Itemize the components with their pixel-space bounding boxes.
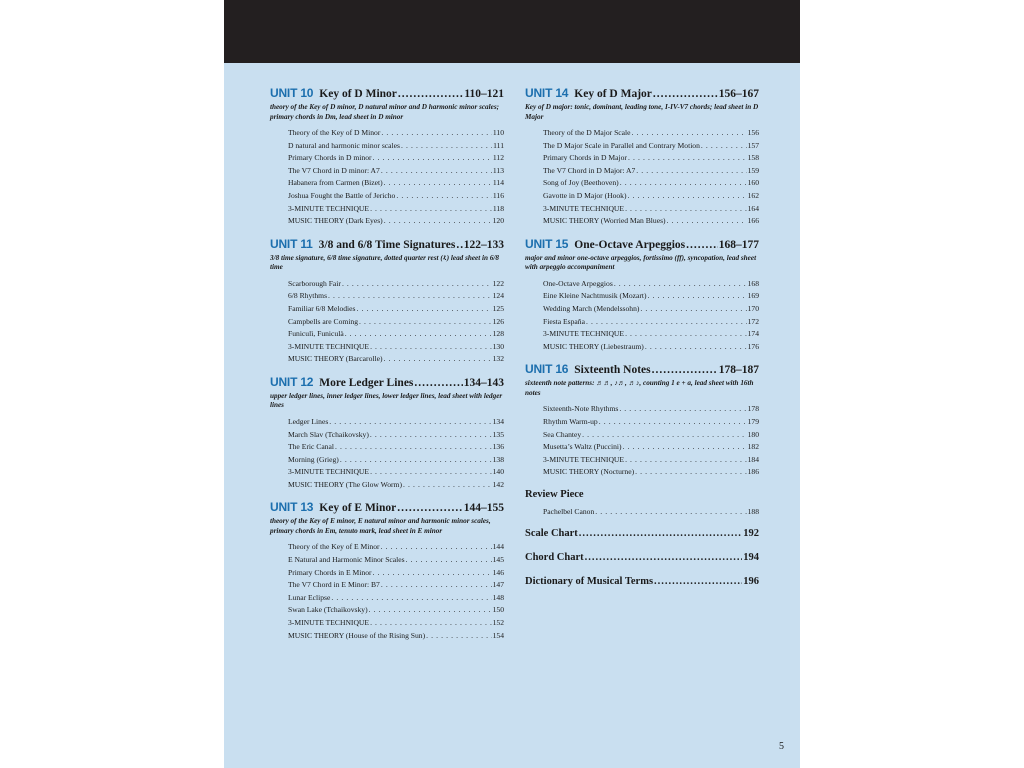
toc-title: MUSIC THEORY (Nocturne) [543,467,635,477]
unit-11 [270,237,504,366]
leader-dots [403,479,492,492]
chord-chart-entry [525,551,759,564]
unit-title: Key of D Minor [319,88,397,100]
leader-dots [456,238,462,252]
toc-title: Swan Lake (Tchaikovsky) [288,605,368,615]
leader-dots [623,441,747,454]
leader-dots [625,203,747,216]
leader-dots [625,454,747,467]
unit-15 [525,237,759,354]
toc-row [288,215,504,228]
toc-row [543,215,759,228]
leader-dots [599,416,747,429]
leader-dots [373,567,492,580]
leader-dots [396,190,492,203]
toc-title: 3-MINUTE TECHNIQUE [288,341,370,351]
toc-title: MUSIC THEORY (Dark Eyes) [288,216,383,226]
leader-dots [654,575,742,588]
toc-row [543,454,759,467]
unit-title: Key of E Minor [319,502,397,515]
toc-page: 169 [747,291,759,301]
toc-page: 135 [492,429,504,439]
scale-chart-entry [525,527,759,540]
unit-description: 3/8 time signature, 6/8 time signature, dotted quarter rest (𝄽.) lead sheet in 6/8 time [270,253,500,272]
header-band [224,0,800,63]
leader-dots [625,328,747,341]
toc-page: 186 [747,467,759,477]
toc-row [543,190,759,203]
toc-list [543,403,759,479]
toc-title: Eine Kleine Nachtmusik (Mozart) [543,291,647,301]
toc-title: Habanera from Carmen (Bizet) [288,178,383,188]
toc-page: 126 [492,316,504,326]
toc-row [543,403,759,416]
toc-page: 148 [492,592,504,602]
leader-dots [619,403,746,416]
toc-list [288,278,504,366]
unit-description: theory of the Key of D minor, D natural minor and D harmonic minor scales; primary chords in Dm, lead sheet in D minor [270,103,500,121]
unit-number: UNIT 11 [270,236,313,251]
leader-dots [585,551,743,564]
toc-title: Theory of the D Major Scale [543,128,631,137]
leader-dots [340,454,492,467]
leader-dots [398,87,463,101]
toc-page: 147 [492,580,504,590]
toc-row [543,416,759,429]
leader-dots [632,127,747,140]
leader-dots [369,604,492,617]
toc-list [288,416,504,492]
toc-page: 159 [747,165,759,175]
toc-title: 6/8 Rhythms [288,291,328,301]
unit-number: UNIT 12 [270,374,314,389]
unit-pages: 156–167 [718,88,759,100]
toc-row [288,441,504,454]
unit-title: One-Octave Arpeggios [574,238,686,251]
toc-title: Ledger Lines [288,416,329,426]
unit-pages: 178–187 [718,364,759,377]
toc-row [288,630,504,643]
toc-row [543,466,759,479]
toc-row [288,479,504,492]
toc-page: 112 [492,153,504,163]
toc-row [288,567,504,580]
toc-row [288,554,504,567]
toc-title: MUSIC THEORY (Liebestraum) [543,341,644,351]
toc-title: Fiesta España [543,316,585,326]
toc-row [543,290,759,303]
entry-page: 192 [743,528,759,540]
toc-row [288,541,504,554]
toc-title: Familiar 6/8 Melodies [288,303,356,313]
toc-list [288,541,504,642]
leader-dots [370,466,492,479]
toc-page: 158 [747,153,759,163]
toc-title: Funiculì, Funiculà [288,329,344,339]
toc-list [288,127,504,228]
toc-title: Scarborough Fair [288,278,341,288]
unit-number: UNIT 16 [525,362,569,377]
toc-page: 146 [492,567,504,577]
entry-page: 196 [743,576,759,588]
unit-number: UNIT 13 [270,500,314,515]
leader-dots [335,441,492,454]
toc-title: Lunar Eclipse [288,592,331,602]
unit-10 [270,86,504,228]
toc-page: 182 [747,442,759,452]
toc-title: 3-MINUTE TECHNIQUE [288,618,370,628]
toc-list [543,278,759,354]
unit-description: Key of D major: tonic, dominant, leading tone, I-IV-V7 chords; lead sheet in D Major [525,103,759,121]
toc-title: March Slav (Tchaikovsky) [288,429,369,439]
unit-number: UNIT 10 [270,86,314,100]
unit-12 [270,375,504,492]
toc-row [288,303,504,316]
toc-title: E Natural and Harmonic Minor Scales [288,555,405,565]
unit-title: 3/8 and 6/8 Time Signatures [318,238,456,251]
toc-page: 168 [747,278,759,288]
unit-heading [525,237,759,252]
toc-row [543,341,759,354]
toc-title: D natural and harmonic minor scales [288,140,400,150]
leader-dots [329,416,491,429]
toc-page: 113 [492,165,504,175]
toc-page: 111 [493,140,504,150]
toc-row [543,278,759,291]
toc-page: 152 [492,618,504,628]
toc-list [543,506,759,519]
leader-dots [686,238,718,252]
toc-list [543,127,759,228]
toc-page: 134 [492,416,504,426]
leader-dots [342,278,492,291]
entry-title: Scale Chart [525,528,578,540]
toc-page: 150 [492,605,504,615]
toc-title: Morning (Grieg) [288,454,339,464]
toc-title: Musetta’s Waltz (Puccini) [543,442,622,452]
unit-heading [270,237,504,252]
toc-title: Campbells are Coming [288,316,359,326]
unit-title: More Ledger Lines [319,376,414,389]
entry-title: Dictionary of Musical Terms [525,576,654,588]
toc-row [288,579,504,592]
leader-dots [370,617,492,630]
toc-title: The V7 Chord in E Minor: B7 [288,580,380,590]
leader-dots [579,527,742,540]
toc-row [543,152,759,165]
toc-page: 122 [492,278,504,288]
toc-page: 174 [747,329,759,339]
leader-dots [331,592,491,605]
toc-page: 140 [492,467,504,477]
leader-dots [381,579,492,592]
unit-heading [270,375,504,390]
leader-dots [357,303,492,316]
toc-row [288,416,504,429]
leader-dots [373,152,492,165]
toc-row [288,140,504,153]
leader-dots [426,630,491,643]
leader-dots [628,152,747,165]
unit-13 [270,500,504,642]
toc-title: Sixteenth-Note Rhythms [543,404,619,414]
leader-dots [653,87,718,101]
toc-title: MUSIC THEORY (Barcarolle) [288,354,383,364]
leader-dots [586,316,747,329]
toc-page: 170 [747,303,759,313]
leader-dots [384,177,492,190]
toc-page: 144 [492,542,504,552]
toc-page: 110 [492,128,504,137]
toc-row [543,303,759,316]
toc-title: Gavotte in D Major (Hook) [543,190,627,200]
dictionary-entry [525,575,759,588]
toc-row [288,316,504,329]
leader-dots [414,376,462,390]
toc-page: 128 [492,329,504,339]
leader-dots [381,541,492,554]
unit-pages: 110–121 [464,88,504,100]
toc-row [288,429,504,442]
toc-title: Theory of the Key of D Minor [288,128,381,137]
leader-dots [628,190,747,203]
toc-page: 138 [492,454,504,464]
toc-title: The Eric Canal [288,442,334,452]
leader-dots [406,554,492,567]
leader-dots [595,506,746,519]
toc-title: 3-MINUTE TECHNIQUE [543,203,625,213]
leader-dots [645,341,747,354]
leader-dots [381,127,492,140]
toc-page: 154 [492,630,504,640]
leader-dots [384,215,492,228]
toc-page: 179 [747,416,759,426]
toc-row [543,177,759,190]
toc-row [288,617,504,630]
unit-heading [270,86,504,101]
toc-title: The V7 Chord in D Major: A7 [543,165,636,175]
toc-title: The V7 Chord in D minor: A7 [288,165,380,175]
toc-title: Pachelbel Canon [543,506,595,516]
toc-title: Theory of the Key of E Minor [288,542,380,552]
toc-page: 125 [492,303,504,313]
unit-pages: 122–133 [463,238,504,251]
toc-page: 114 [492,178,504,188]
unit-heading [270,500,504,515]
toc-page: 166 [747,216,759,226]
toc-page: 172 [747,316,759,326]
toc-page: 188 [747,506,759,516]
toc-row [288,190,504,203]
toc-row [543,328,759,341]
unit-description: theory of the Key of E minor, E natural minor and harmonic minor scales, primary chords in Em, tenuto mark, lead sheet in E minor [270,517,491,535]
toc-row [543,140,759,153]
toc-row [288,127,504,140]
entry-title: Chord Chart [525,552,584,564]
toc-title: Primary Chords in E Minor [288,567,372,577]
review-section [525,488,759,519]
toc-row [543,203,759,216]
leader-dots [383,353,491,366]
leader-dots [381,165,492,178]
unit-description: upper ledger lines, inner ledger lines, lower ledger lines, lead sheet with ledger lines [270,391,503,410]
unit-pages: 144–155 [463,502,504,515]
toc-page: 120 [492,216,504,226]
leader-dots [345,328,492,341]
leader-dots [701,140,747,153]
toc-title: Joshua Fought the Battle of Jericho [288,190,396,200]
leader-dots [652,363,718,377]
toc-title: MUSIC THEORY (House of the Rising Sun) [288,630,426,640]
toc-page: 164 [747,203,759,213]
toc-row [288,290,504,303]
toc-page: 116 [492,190,504,200]
toc-row [288,278,504,291]
unit-heading [525,362,759,377]
toc-page: 142 [492,479,504,489]
toc-title: Sea Chantey [543,429,582,439]
toc-row [288,177,504,190]
toc-column-left [270,86,504,651]
toc-title: Primary Chords in D Major [543,153,627,163]
toc-page: 160 [747,178,759,188]
unit-number: UNIT 14 [525,86,569,100]
leader-dots [640,303,746,316]
toc-title: MUSIC THEORY (The Glow Worm) [288,479,402,489]
toc-title: MUSIC THEORY (Worried Man Blues) [543,216,666,226]
toc-title: 3-MINUTE TECHNIQUE [288,203,370,213]
leader-dots [328,290,492,303]
toc-page: 145 [492,555,504,565]
toc-row [543,429,759,442]
toc-row [288,353,504,366]
leader-dots [397,501,462,515]
toc-page: 180 [747,429,759,439]
toc-row [543,165,759,178]
toc-row [543,506,759,519]
unit-number: UNIT 15 [525,236,569,251]
toc-row [288,152,504,165]
toc-page: 136 [492,442,504,452]
toc-title: Wedding March (Mendelssohn) [543,303,640,313]
toc-page: 162 [747,190,759,200]
leader-dots [614,278,747,291]
toc-row [288,604,504,617]
book-page [224,0,800,768]
toc-title: Song of Joy (Beethoven) [543,178,619,188]
toc-page: 124 [492,291,504,301]
review-heading: Review Piece [525,488,584,500]
unit-description: major and minor one-octave arpeggios, fortissimo (ff), syncopation, lead sheet with arpeggio accompaniment [525,253,757,272]
toc-page: 132 [492,354,504,364]
toc-title: One-Octave Arpeggios [543,278,613,288]
toc-title: 3-MINUTE TECHNIQUE [288,467,370,477]
leader-dots [370,429,492,442]
leader-dots [401,140,492,153]
toc-title: The D Major Scale in Parallel and Contrary Motion [543,140,700,150]
toc-row [288,165,504,178]
toc-column-right [525,86,759,588]
unit-pages: 134–143 [463,376,504,389]
toc-row [543,316,759,329]
toc-page: 156 [747,128,759,137]
entry-page: 194 [743,552,759,564]
unit-title: Key of D Major [574,88,652,100]
toc-row [288,341,504,354]
leader-dots [648,290,747,303]
page-number: 5 [779,741,784,752]
toc-row [288,466,504,479]
toc-row [288,328,504,341]
leader-dots [667,215,747,228]
unit-14 [525,86,759,228]
leader-dots [370,203,492,216]
toc-row [288,454,504,467]
leader-dots [359,316,492,329]
leader-dots [635,466,746,479]
toc-row [543,127,759,140]
leader-dots [636,165,746,178]
toc-page: 157 [747,140,759,150]
leader-dots [370,341,492,354]
toc-page: 184 [747,454,759,464]
toc-row [288,203,504,216]
unit-title: Sixteenth Notes [574,364,651,377]
leader-dots [582,429,746,442]
toc-row [288,592,504,605]
toc-row [543,441,759,454]
toc-page: 118 [492,203,504,213]
unit-pages: 168–177 [718,238,759,251]
toc-title: Rhythm Warm-up [543,416,598,426]
toc-page: 178 [747,404,759,414]
toc-page: 176 [747,341,759,351]
leader-dots [620,177,747,190]
toc-title: 3-MINUTE TECHNIQUE [543,329,625,339]
unit-16 [525,362,759,479]
unit-description: sixteenth note patterns: ♬♬, ♪♬, ♬♪, counting 1 e + a, lead sheet with 16th notes [525,379,754,397]
toc-title: 3-MINUTE TECHNIQUE [543,454,625,464]
toc-title: Primary Chords in D minor [288,153,372,163]
toc-page: 130 [492,341,504,351]
unit-heading [525,86,759,101]
